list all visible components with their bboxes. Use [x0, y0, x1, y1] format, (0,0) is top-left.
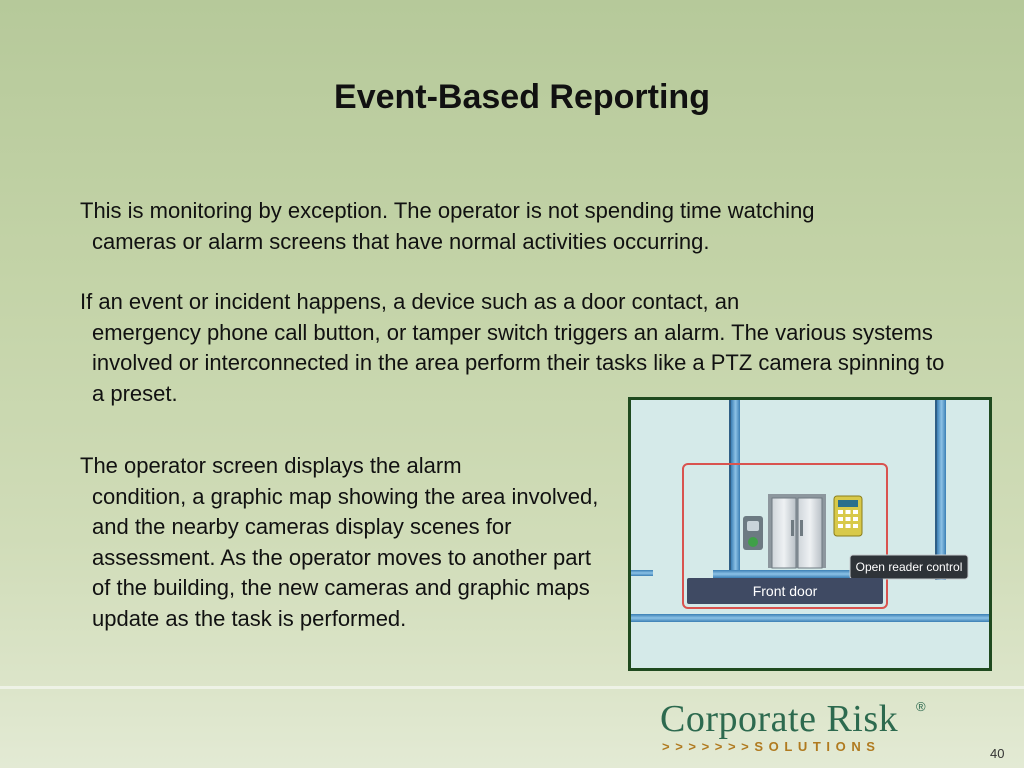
page-number: 40	[990, 746, 1005, 761]
footer-divider	[0, 686, 1024, 689]
wall-pipe	[937, 400, 946, 580]
card-reader-icon	[834, 496, 862, 536]
paragraph-monitoring-by-exception	[80, 196, 960, 257]
paragraph-first-line: If an event or incident happens, a device such as a door contact, an	[80, 289, 740, 314]
paragraph-first-line: The operator screen displays the alarm	[80, 453, 462, 478]
paragraph-operator-screen	[80, 451, 600, 634]
corridor-pipe	[631, 614, 989, 622]
wall-pipe-edge	[935, 400, 937, 580]
door-icon	[768, 494, 826, 568]
open-reader-control-tooltip	[850, 555, 968, 579]
paragraph-continuation: emergency phone call button, or tamper switch triggers an alarm. The various systems involved or interconnected in the area perform their tasks like a PTZ camera spinning to a preset.	[92, 319, 945, 406]
graphic-map-figure	[628, 397, 992, 671]
wall-stub	[631, 570, 653, 576]
slide-title: Event-Based Reporting	[334, 78, 710, 116]
paragraph-continuation: condition, a graphic map showing the area involved, and the nearby cameras display scenes for assessment. As the operator moves to another part of the building, the new cameras and graphic maps update as the task is performed.	[92, 483, 599, 631]
paragraph-continuation: cameras or alarm screens that have normal activities occurring.	[92, 228, 710, 254]
graphic-map-illustration	[631, 400, 989, 668]
front-door-label-bar	[687, 578, 883, 604]
open-reader-control-label: Open reader control	[855, 560, 963, 574]
wall-pipe	[731, 400, 740, 580]
paragraph-event-trigger	[80, 287, 960, 409]
logo-name: Corporate Risk	[660, 698, 899, 740]
paragraph-first-line: This is monitoring by exception. The operator is not spending time watching	[80, 198, 815, 223]
camera-icon	[743, 516, 763, 550]
logo-tagline: >>>>>>>SOLUTIONS	[662, 739, 881, 754]
corporate-risk-logo	[660, 697, 940, 759]
wall-pipe-edge	[729, 400, 731, 580]
registered-mark: ®	[916, 699, 926, 714]
front-door-label: Front door	[752, 583, 818, 599]
